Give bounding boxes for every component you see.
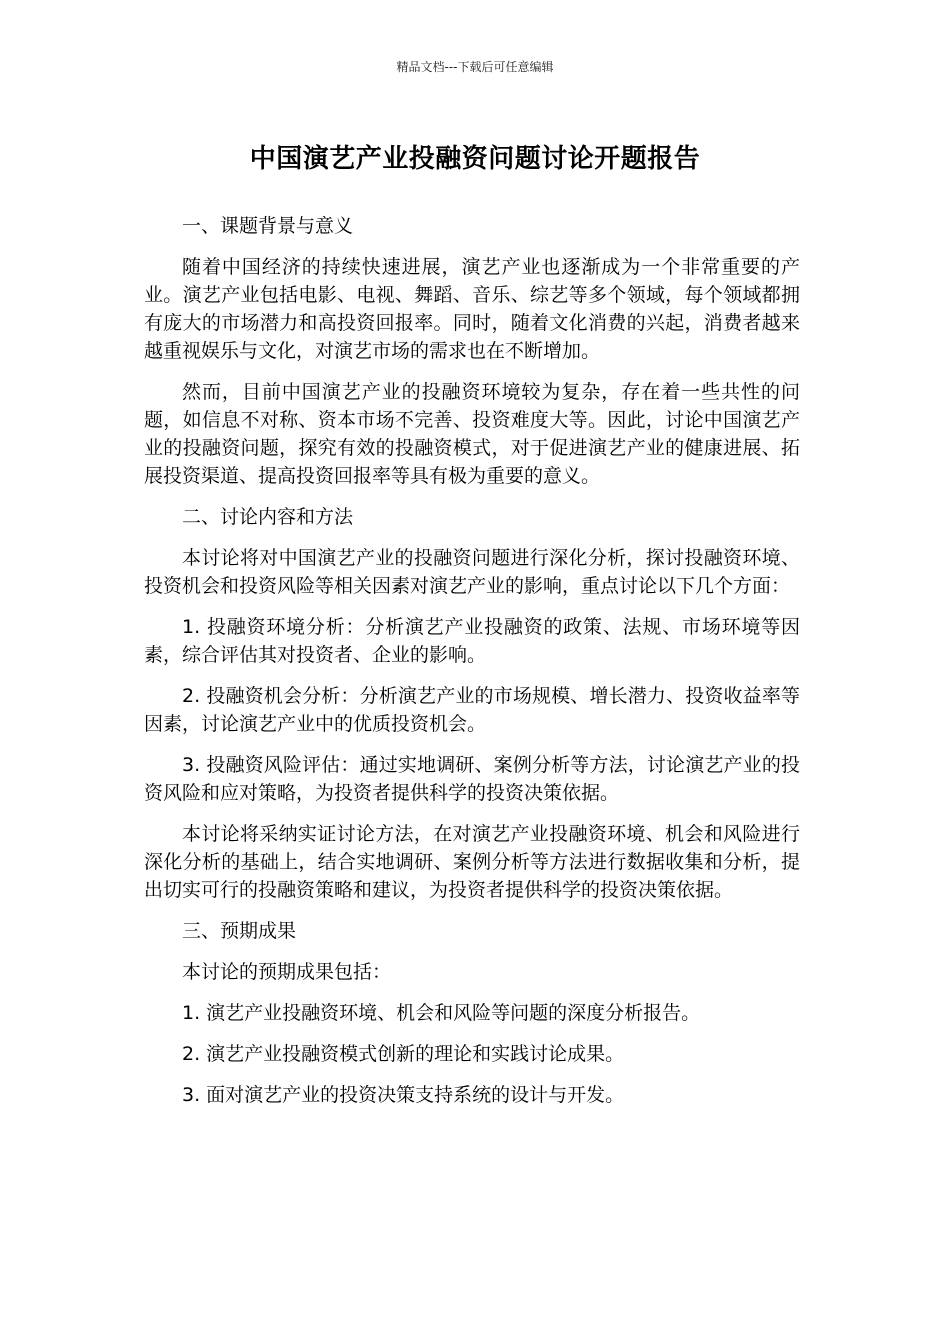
paragraph: 本讨论将采纳实证讨论方法，在对演艺产业投融资环境、机会和风险进行深化分析的基础上，结合实地调研、案例分析等方法进行数据收集和分析，提出切实可行的投融资策略和建议，为投资者提供科学的投资决策依据。 <box>144 823 800 901</box>
list-item: 2. 演艺产业投融资模式创新的理论和实践讨论成果。 <box>182 1043 625 1065</box>
section-heading-expected-results: 三、预期成果 <box>182 920 297 942</box>
list-item: 1. 投融资环境分析：分析演艺产业投融资的政策、法规、市场环境等因素，综合评估其对投资者、企业的影响。 <box>144 616 800 666</box>
paragraph: 本讨论的预期成果包括： <box>182 961 392 983</box>
list-item: 3. 面对演艺产业的投资决策支持系统的设计与开发。 <box>182 1084 625 1106</box>
list-item: 2. 投融资机会分析：分析演艺产业的市场规模、增长潜力、投资收益率等因素，讨论演艺产业中的优质投资机会。 <box>144 685 800 735</box>
section-heading-content-method: 二、讨论内容和方法 <box>182 506 354 528</box>
paragraph: 本讨论将对中国演艺产业的投融资问题进行深化分析，探讨投融资环境、投资机会和投资风险等相关因素对演艺产业的影响，重点讨论以下几个方面： <box>144 547 800 597</box>
paragraph: 然而，目前中国演艺产业的投融资环境较为复杂，存在着一些共性的问题，如信息不对称、资本市场不完善、投资难度大等。因此，讨论中国演艺产业的投融资问题，探究有效的投融资模式，对于促进演艺产业的健康进展、拓展投资渠道、提高投资回报率等具有极为重要的意义。 <box>144 381 800 487</box>
section-heading-background: 一、课题背景与意义 <box>182 215 354 237</box>
document-body <box>144 212 800 1122</box>
document-title: 中国演艺产业投融资问题讨论开题报告 <box>249 144 701 174</box>
list-item: 3. 投融资风险评估：通过实地调研、案例分析等方法，讨论演艺产业的投资风险和应对策略，为投资者提供科学的投资决策依据。 <box>144 754 800 804</box>
paragraph: 随着中国经济的持续快速进展，演艺产业也逐渐成为一个非常重要的产业。演艺产业包括电影、电视、舞蹈、音乐、综艺等多个领域，每个领域都拥有庞大的市场潜力和高投资回报率。同时，随着文化消费的兴起，消费者越来越重视娱乐与文化，对演艺市场的需求也在不断增加。 <box>144 256 800 362</box>
header-note: 精品文档---下载后可任意编辑 <box>396 60 554 74</box>
list-item: 1. 演艺产业投融资环境、机会和风险等问题的深度分析报告。 <box>182 1002 701 1024</box>
